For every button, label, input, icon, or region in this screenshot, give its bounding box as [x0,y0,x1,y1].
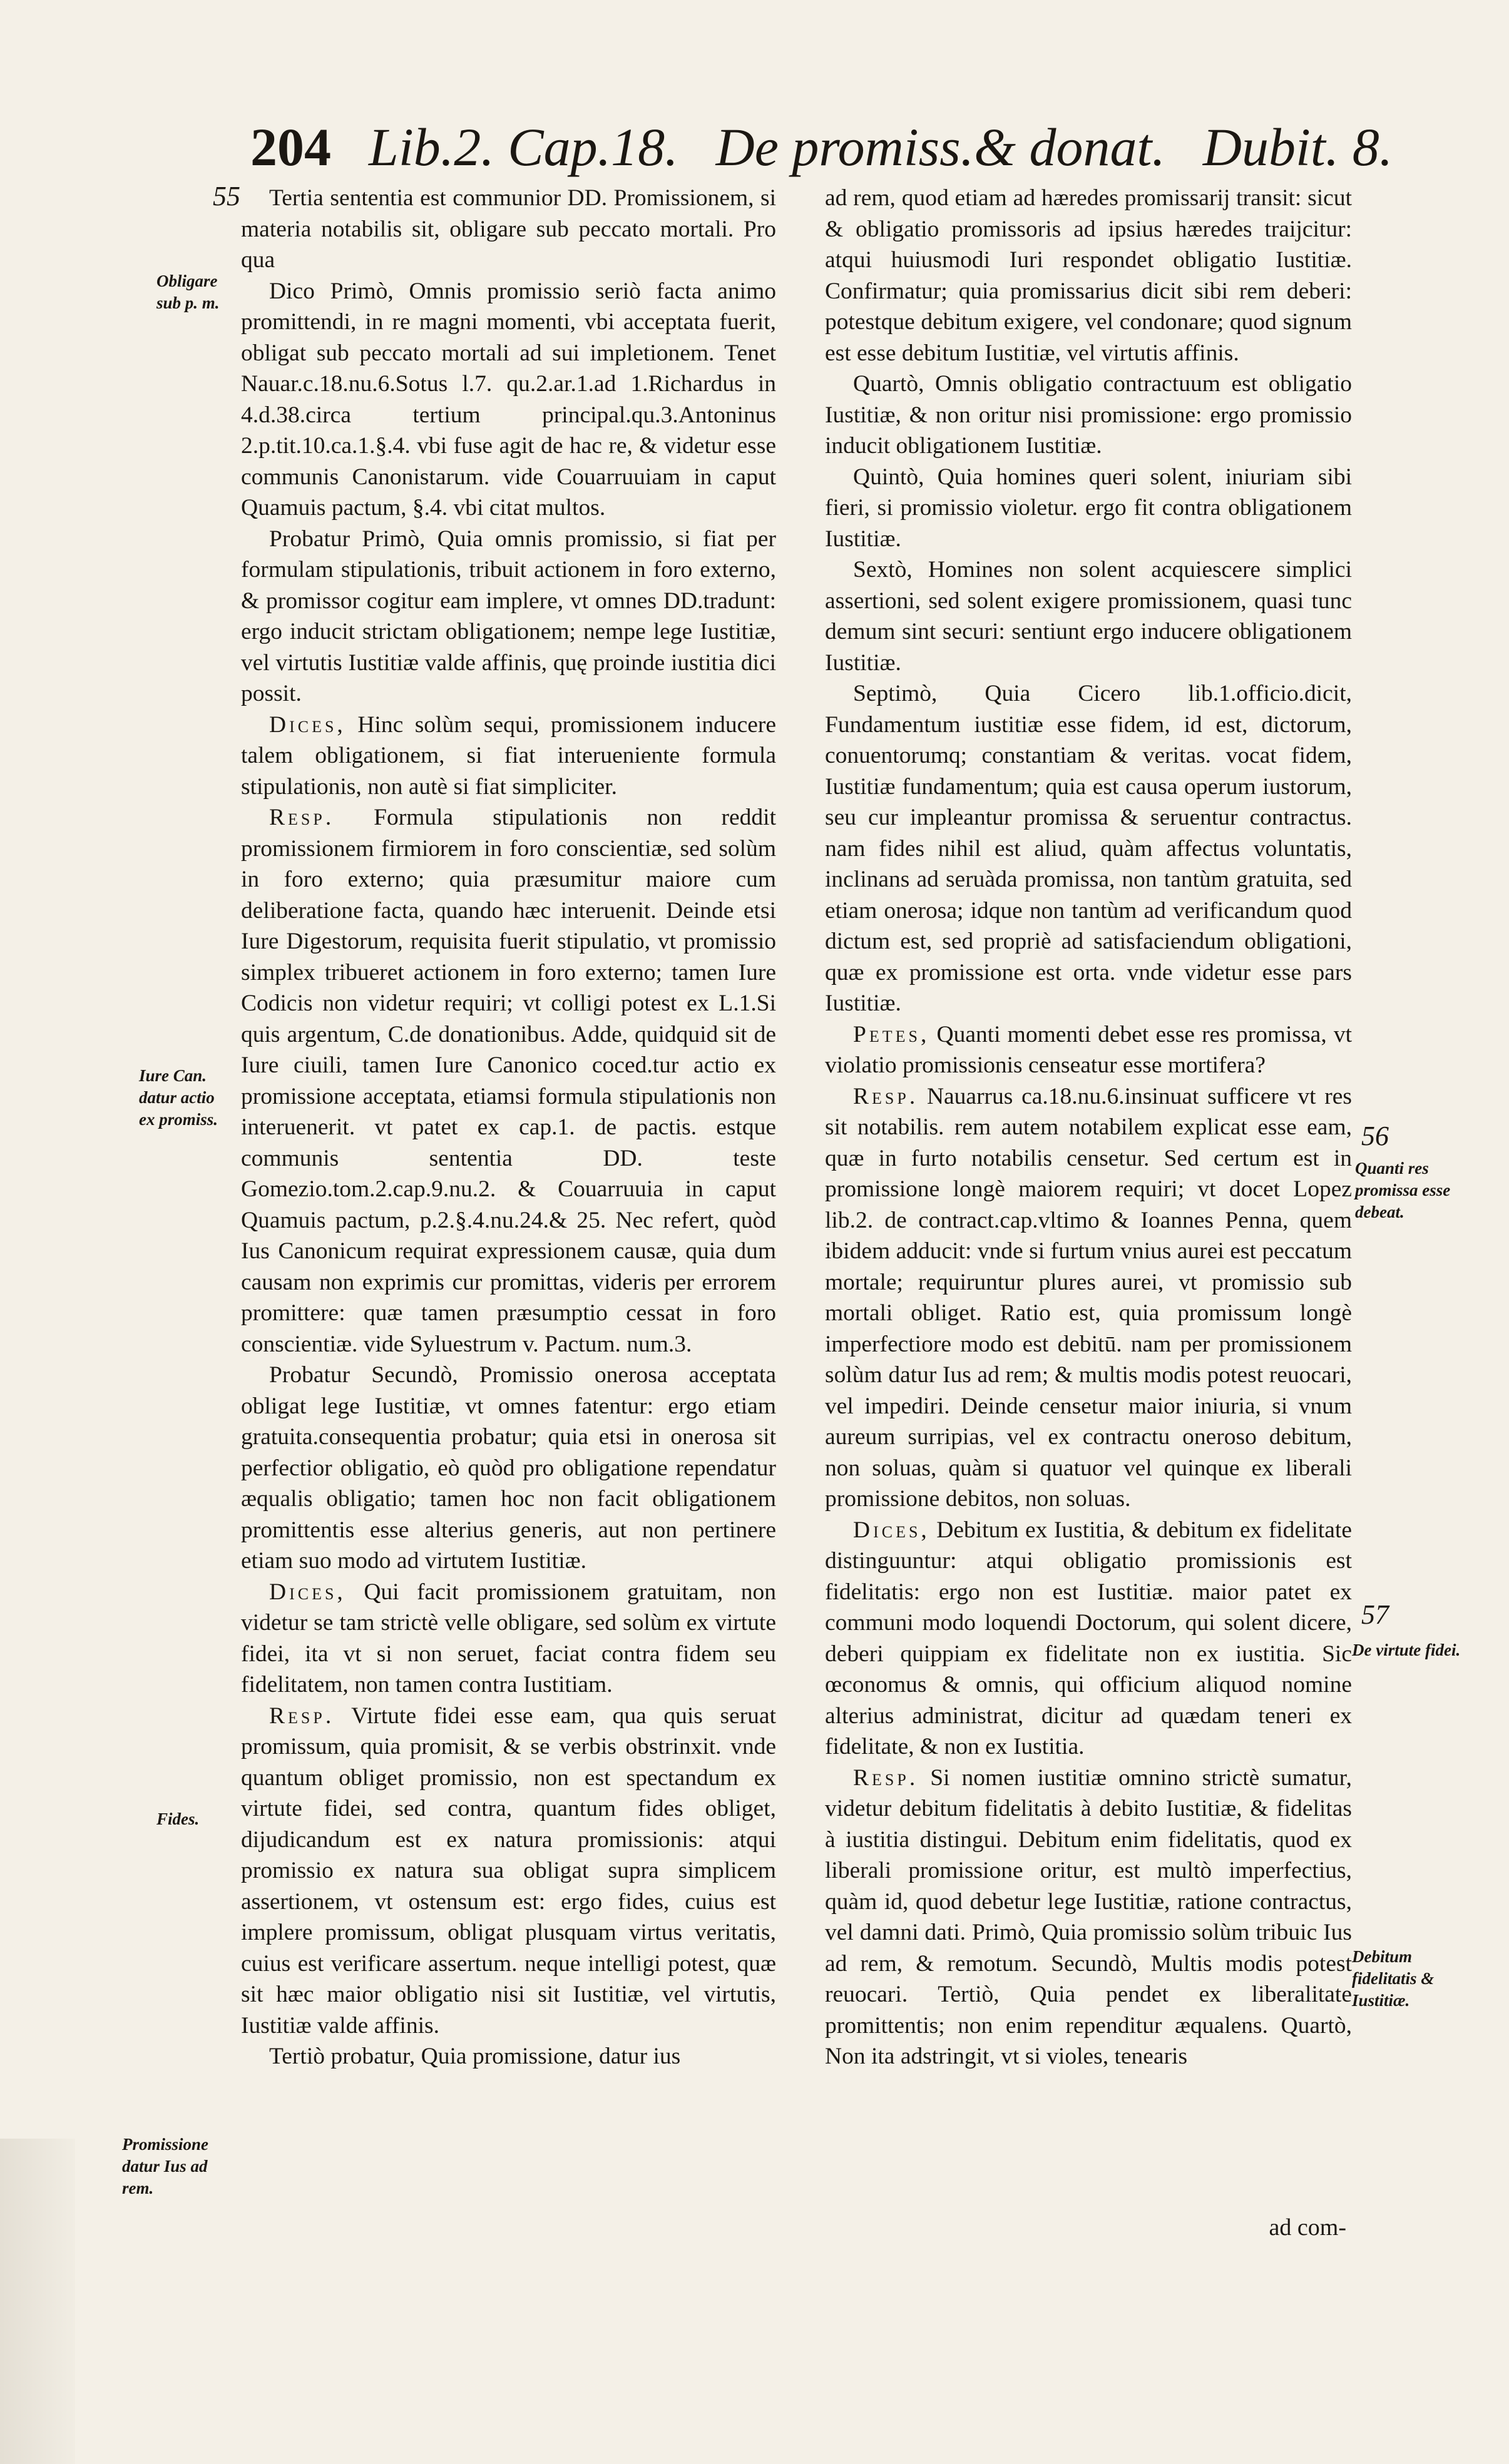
paragraph [825,1019,1352,1081]
petes-label: Petes, [853,1021,930,1047]
dices-text: Debitum ex Iustitia, & debitum ex fidelitate distinguuntur: atqui obligatio promissionis est fidelitatis: ergo non est Iustitiæ. maior patet ex communi modo loquendi Doctorum, qui solent dicere, deberi quippiam ex fidelitate non ex iustitia. Sic œconomus & omnis, qui officium aliquod nomine alterius administrat, dicitur ad quædam teneri ex fidelitate, & non ex Iustitia. [825,1517,1352,1759]
left-column [241,183,776,2210]
dubit-label: Dubit. 8. [1202,117,1393,177]
resp-text: Virtute fidei esse eam, qua quis seruat promissum, quia promisit, & se verbis obstrinxit. vnde quantum obliget promissio, non est spectandum ex virtute fidei, sed contra, quantum fides obliget, dijudicandum est ex natura promissionis: atqui promissio ex natura sua obligat supra simplicem assertionem, vt ostensum est: ergo fides, cuius est implere promissum, obligat plusquam virtus veritatis, cuius est verificare assertum. neque intelligi potest, quæ sit hæc maior obligatio nisi sit Iustitiæ, vel virtutis, Iustitiæ valde affinis. [241,1703,776,2039]
paragraph: Tertia sententia est communior DD. Promissionem, si materia notabilis sit, obligare sub peccato mortali. Pro qua [241,185,776,273]
paragraph [241,1577,776,1701]
paragraph: Quintò, Quia homines queri solent, iniuriam sibi fieri, si promissio violetur. ergo fit contra obligationem Iustitiæ. [825,464,1352,552]
running-title: Lib.2. Cap.18. [369,117,678,177]
petes-text: Quanti momenti debet esse res promissa, vt violatio promissionis censeatur esse mortifera? [825,1021,1352,1078]
resp-text: Nauarrus ca.18.nu.6.insinuat sufficere vt res sit notabilis. rem autem notabilem explicat esse eam, quæ in furto notabilis censetur. Sed certum est in promissione longè maiorem requiri; vt docet Lopez lib.2. de contract.cap.vltimo & Ioannes Penna, quem ibidem adducit: vnde si furtum vnius aurei est peccatum mortale; requiruntur plures aurei, vt promissio sub mortali obliget. Ratio est, quia promissum longè imperfectiore modo est debitū. nam per promissionem solùm datur Ius ad rem; & multis modis potest reuocari, vel impediri. Deinde censetur maior iniuria, si vnum aureum surripias, vel ex contractu oneroso debitum, non soluas, quàm si quatuor vel quinque ex liberali promissione debitos, non soluas. [825,1083,1352,1512]
margin-note-debitum: Debitum fidelitatis & Iustitiæ. [1352,1947,1435,2010]
page-edge-shadow [0,2139,75,2464]
margin-number-57: 57 [1361,1599,1389,1630]
resp-label: Resp. [853,1083,919,1109]
right-column [825,183,1352,2210]
dices-label: Dices, [269,1579,346,1605]
paragraph: ad rem, quod etiam ad hæredes promissarij transit: sicut & obligatio promissoris ad ipsius hæredes traijcitur: atqui huiusmodi Iuri respondet obligatio Iustitiæ. Confirmatur; quia promissarius dicit sibi rem deberi: potestque debitum exigere, vel condonare; quod signum est esse debitum Iustitiæ, vel virtutis affinis. [825,185,1352,366]
paragraph [241,710,776,803]
paragraph [241,802,776,1360]
dices-label: Dices, [269,711,346,738]
paragraph: Probatur Secundò, Promissio onerosa acceptata obligat lege Iustitiæ, vt omnes fatentur: ergo etiam gratuita.consequentia probatur; quia etsi in onerosa sit perfectior obligatio, eò quòd pro obligatione rependatur æqualis obligatio; tamen hoc non facit obligationem promittentis esse alterius generis, aut non pertinere etiam suo modo ad virtutem Iustitiæ. [241,1362,776,1574]
resp-text: Formula stipulationis non reddit promissionem firmiorem in foro conscientiæ, sed solùm in foro externo; quia præsumitur maiore cum deliberatione facta, quando hæc interuenit. Deinde etsi Iure Digestorum, requisita fuerit stipulatio, vt promissio simplex tribueret actionem in foro externo; tamen Iure Codicis non videtur requiri; vt colligi potest ex L.1.Si quis argentum, C.de donationibus. Adde, quidquid sit de Iure ciuili, tamen Iure Canonico coced.tur actio ex promissione acceptata, etiamsi formula stipulationis non interuenerit. vt patet ex cap.1. de pactis. estque communis sententia DD. teste Gomezio.tom.2.cap.9.nu.2. & Couarruuia in caput Quamuis pactum, p.2.§.4.nu.24.& 25. Nec refert, quòd Ius Canonicum requirat expressionem causæ, quia dum causam non exprimis cur promittas, videris per errorem promittere: quæ tamen præsumptio cessat in foro conscientiæ. vide Syluestrum v. Pactum. num.3. [241,805,776,1357]
paragraph [825,1081,1352,1515]
margin-note-iure-can: Iure Can. datur actio ex promiss. [139,1066,218,1129]
margin-note-obligare: Obligare sub p. m. [156,272,220,312]
resp-text: Si nomen iustitiæ omnino strictè sumatur, videtur debitum fidelitatis à debito Iustitiæ, & fidelitas à iustitia distingui. Debitum enim fidelitatis, quod ex liberali promissione oritur, est multò imperfectius, quàm id, quod debetur lege Iustitiæ, ratione contractus, vel damni dati. Primò, Quia promissio solùm tribuic Ius ad rem, & remotum. Secundò, Multis modis potest reuocari. Tertiò, Quia pendet ex liberalitate promittentis; non enim rependitur æqualens. Quartò, Non ita adstringit, vt si violes, tenearis [825,1764,1352,2069]
paragraph: Quartò, Omnis obligatio contractuum est obligatio Iustitiæ, & non oritur nisi promissione: ergo promissio inducit obligationem Iustitiæ. [825,371,1352,459]
margin-note-promissione: Promissione datur Ius ad rem. [122,2135,209,2197]
running-header [250,116,1393,185]
paragraph: Tertiò probatur, Quia promissione, datur ius [269,2044,681,2069]
resp-label: Resp. [269,805,335,830]
dices-label: Dices, [853,1517,930,1543]
margin-number-55: 55 [213,181,240,211]
margin-note-fides: Fides. [156,1810,200,1828]
margin-note-de-virtute: De virtute fidei. [1352,1641,1461,1659]
resp-label: Resp. [853,1764,919,1791]
margin-note-quanti: Quanti res promissa esse debeat. [1355,1159,1451,1221]
dices-text: Hinc solùm sequi, promissionem inducere talem obligationem, si fiat interueniente formula stipulationis, non autè si fiat simpliciter. [241,711,776,800]
paragraph [241,1701,776,2042]
dices-text: Qui facit promissionem gratuitam, non videtur se tam strictè velle obligare, sed solùm ex virtute fidei, ita vt si non seruet, faciat contra fidem seu fidelitatem, non tamen contra Iustitiam. [241,1579,776,1698]
page-number: 204 [250,117,331,177]
paragraph: Probatur Primò, Quia omnis promissio, si fiat per formulam stipulationis, tribuit actionem in foro externo, & promissor cogitur eam implere, vt omnes DD.tradunt: ergo inducit strictam obligationem; nempe lege Iustitiæ, vel virtutis Iustitiæ valde affinis, quę proinde iustitia dici possit. [241,526,776,706]
resp-label: Resp. [269,1703,335,1729]
paragraph: Sextò, Homines non solent acquiescere simplici assertioni, sed solent exigere promissionem, quasi tunc demum sint securi: sentiunt ergo inducere obligationem Iustitiæ. [825,557,1352,676]
paragraph [825,1515,1352,1763]
paragraph: Septimò, Quia Cicero lib.1.officio.dicit, Fundamentum iustitiæ esse fidem, id est, dictorum, conuentorumq; constantiam & veritas. vocat fidem, Iustitiæ fundamentum; quia est causa operum iustorum, seu cur impleantur promissa & seruentur contractus. nam fides nihil est aliud, quàm affectus voluntatis, inclinans ad seruàda promissa, non tantùm gratuita, sed etiam onerosa; idque non tantùm ad verificandum quod dictum est, sed propriè ad satisfaciendum obligationi, quæ ex promissione est orta. vnde videtur esse pars Iustitiæ. [825,681,1352,1016]
margin-number-56: 56 [1361,1121,1389,1151]
paragraph [825,1763,1352,2072]
catchword: ad com- [1269,2214,1346,2241]
paragraph: Dico Primò, Omnis promissio seriò facta animo promittendi, in re magni momenti, vbi acceptata fuerit, obligat sub peccato mortali ad sui impletionem. Tenet Nauar.c.18.nu.6.Sotus l.7. qu.2.ar.1.ad 1.Richardus in 4.d.38.circa tertium principal.qu.3.Antoninus 2.p.tit.10.ca.1.§.4. vbi fuse agit de hac re, & videtur esse communis Canonistarum. vide Couarruuiam in caput Quamuis pactum, §.4. vbi citat multos. [241,278,776,521]
section-title: De promiss.& donat. [715,117,1165,177]
